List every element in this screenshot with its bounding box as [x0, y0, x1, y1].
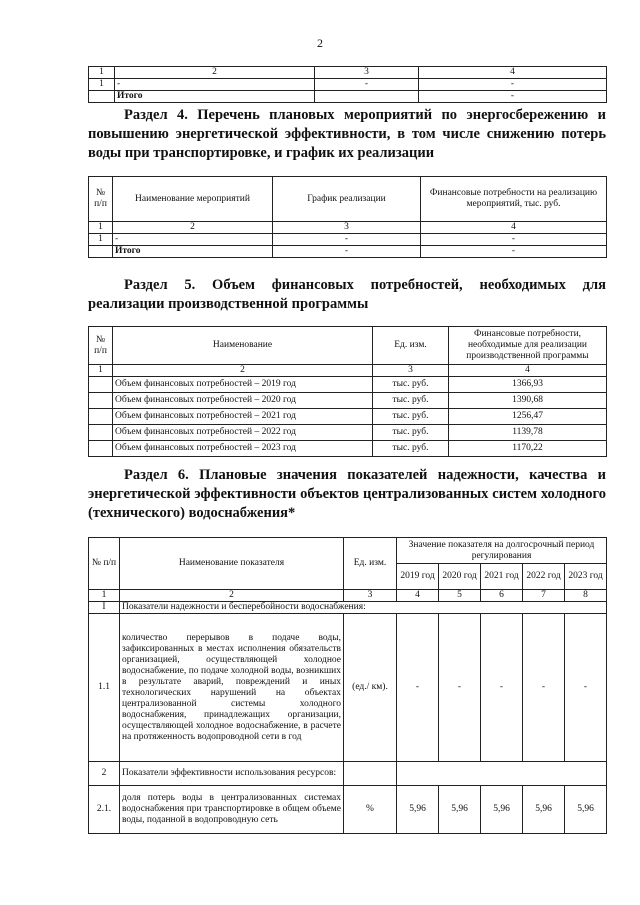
- group-number: I: [89, 602, 120, 614]
- row-unit: %: [344, 786, 397, 834]
- cell: [315, 91, 419, 103]
- col-number: 6: [481, 590, 523, 602]
- cell: -: [421, 234, 607, 246]
- table-row: [89, 614, 607, 762]
- table-row: [89, 409, 607, 425]
- table-row-total: [89, 246, 607, 258]
- row-number: 2.1.: [89, 786, 120, 834]
- col-number: 2: [120, 590, 344, 602]
- cell: [89, 393, 113, 409]
- table-header-row: [89, 327, 607, 365]
- col-number: 7: [523, 590, 565, 602]
- col-number: 3: [315, 67, 419, 79]
- table-row-group: [89, 602, 607, 614]
- cell: [397, 762, 607, 786]
- col-number: 1: [89, 590, 120, 602]
- col-header-year: 2021 год: [481, 564, 523, 590]
- col-number: 1: [89, 365, 113, 377]
- row-unit: (ед./ км).: [344, 614, 397, 762]
- row-value: 5,96: [481, 786, 523, 834]
- total-value: -: [421, 246, 607, 258]
- total-value: -: [273, 246, 421, 258]
- row-value: 1139,78: [449, 425, 607, 441]
- col-number: 3: [273, 222, 421, 234]
- section6-heading: Раздел 6. Плановые значения показателей надежности, качества и энергетической эффективности объектов централизованных систем холодного (технического) водоснабжения*: [88, 467, 606, 521]
- col-header-name: Наименование: [113, 327, 373, 365]
- total-label: Итого: [113, 246, 273, 258]
- row-unit: тыс. руб.: [373, 409, 449, 425]
- col-header-number: № п/п: [89, 538, 120, 590]
- table-row: [89, 441, 607, 457]
- col-header-schedule: График реализации: [273, 177, 421, 222]
- row-value: -: [397, 614, 439, 762]
- cell: [89, 409, 113, 425]
- cell: -: [273, 234, 421, 246]
- col-header-year: 2022 год: [523, 564, 565, 590]
- row-value: 1390,68: [449, 393, 607, 409]
- col-number: 4: [421, 222, 607, 234]
- row-name: Объем финансовых потребностей – 2022 год: [113, 425, 373, 441]
- row-value: -: [481, 614, 523, 762]
- table-header-row: [89, 177, 607, 222]
- col-header-year: 2023 год: [565, 564, 607, 590]
- row-text: доля потерь воды в централизованных системах водоснабжения при транспортировке в общем объеме воды, поданной в водопроводную сеть: [120, 786, 344, 834]
- cell: [89, 377, 113, 393]
- col-number: 4: [449, 365, 607, 377]
- col-number: 1: [89, 67, 115, 79]
- col-number: 5: [439, 590, 481, 602]
- cell: [89, 91, 115, 103]
- group-number: 2: [89, 762, 120, 786]
- col-header-unit: Ед. изм.: [373, 327, 449, 365]
- row-name: Объем финансовых потребностей – 2020 год: [113, 393, 373, 409]
- row-name: Объем финансовых потребностей – 2021 год: [113, 409, 373, 425]
- row-value: 5,96: [565, 786, 607, 834]
- total-value: -: [419, 91, 607, 103]
- col-header-year: 2020 год: [439, 564, 481, 590]
- cell: 1: [89, 234, 113, 246]
- row-value: 5,96: [439, 786, 481, 834]
- section5-heading: Раздел 5. Объем финансовых потребностей, необходимых для реализации производственной программы: [88, 277, 606, 312]
- col-header-period: Значение показателя на долгосрочный период регулирования: [397, 538, 607, 564]
- row-unit: тыс. руб.: [373, 377, 449, 393]
- row-name: Объем финансовых потребностей – 2019 год: [113, 377, 373, 393]
- row-value: 1256,47: [449, 409, 607, 425]
- row-value: -: [565, 614, 607, 762]
- row-unit: тыс. руб.: [373, 441, 449, 457]
- col-header-number: № п/п: [89, 177, 113, 222]
- row-number: 1.1: [89, 614, 120, 762]
- row-unit: тыс. руб.: [373, 393, 449, 409]
- cell: -: [115, 79, 315, 91]
- page-number: 2: [317, 36, 323, 50]
- row-value: 1170,22: [449, 441, 607, 457]
- cell: -: [315, 79, 419, 91]
- table-row: [89, 79, 607, 91]
- section6-table: [88, 537, 607, 834]
- cell: 1: [89, 79, 115, 91]
- col-number: 1: [89, 222, 113, 234]
- table-row: [89, 393, 607, 409]
- table-row: [89, 786, 607, 834]
- col-number: 2: [115, 67, 315, 79]
- table-row-total: [89, 91, 607, 103]
- col-header-year: 2019 год: [397, 564, 439, 590]
- total-label: Итого: [115, 91, 315, 103]
- col-header-name: Наименование мероприятий: [113, 177, 273, 222]
- col-number: 8: [565, 590, 607, 602]
- row-text: количество перерывов в подаче воды, зафиксированных в местах исполнения обязательств организацией, осуществляющей холодное водоснабжение, по подаче холодной воды, возникших в результате аварий, повреждений и иных технологических нарушений на объектах централизованной системы холодного водоснабжения, принадлежащих организации, осуществляющей холодное водоснабжение, в расчете на протяженность водопроводной сети в год: [120, 614, 344, 762]
- table-row: [89, 590, 607, 602]
- col-number: 2: [113, 222, 273, 234]
- col-number: 4: [397, 590, 439, 602]
- table-row: [89, 234, 607, 246]
- row-value: 1366,93: [449, 377, 607, 393]
- section4-table: [88, 176, 607, 258]
- table-header-row: [89, 538, 607, 564]
- section4-heading: Раздел 4. Перечень плановых мероприятий по энергосбережению и повышению энергетической эффективности, в том числе снижению потерь воды при транспортировке, и график их реализации: [88, 107, 606, 161]
- table-row-group: [89, 762, 607, 786]
- col-number: 4: [419, 67, 607, 79]
- table-row: [89, 425, 607, 441]
- table-row: [89, 365, 607, 377]
- group-label: Показатели надежности и бесперебойности водоснабжения:: [120, 602, 607, 614]
- top-table: [88, 66, 607, 103]
- col-header-name: Наименование показателя: [120, 538, 344, 590]
- col-header-finance: Финансовые потребности на реализацию мероприятий, тыс. руб.: [421, 177, 607, 222]
- col-number: 2: [113, 365, 373, 377]
- cell: [89, 441, 113, 457]
- group-label: Показатели эффективности использования ресурсов:: [120, 762, 344, 786]
- col-header-finance: Финансовые потребности, необходимые для реализации производственной программы: [449, 327, 607, 365]
- cell: [344, 762, 397, 786]
- col-header-unit: Ед. изм.: [344, 538, 397, 590]
- row-value: -: [439, 614, 481, 762]
- row-name: Объем финансовых потребностей – 2023 год: [113, 441, 373, 457]
- section5-table: [88, 326, 607, 457]
- col-number: 3: [373, 365, 449, 377]
- cell: [89, 246, 113, 258]
- col-header-number: № п/п: [89, 327, 113, 365]
- table-row: [89, 222, 607, 234]
- row-unit: тыс. руб.: [373, 425, 449, 441]
- row-value: -: [523, 614, 565, 762]
- cell: [89, 425, 113, 441]
- col-number: 3: [344, 590, 397, 602]
- cell: -: [113, 234, 273, 246]
- row-value: 5,96: [523, 786, 565, 834]
- row-value: 5,96: [397, 786, 439, 834]
- table-row: [89, 67, 607, 79]
- cell: -: [419, 79, 607, 91]
- table-row: [89, 377, 607, 393]
